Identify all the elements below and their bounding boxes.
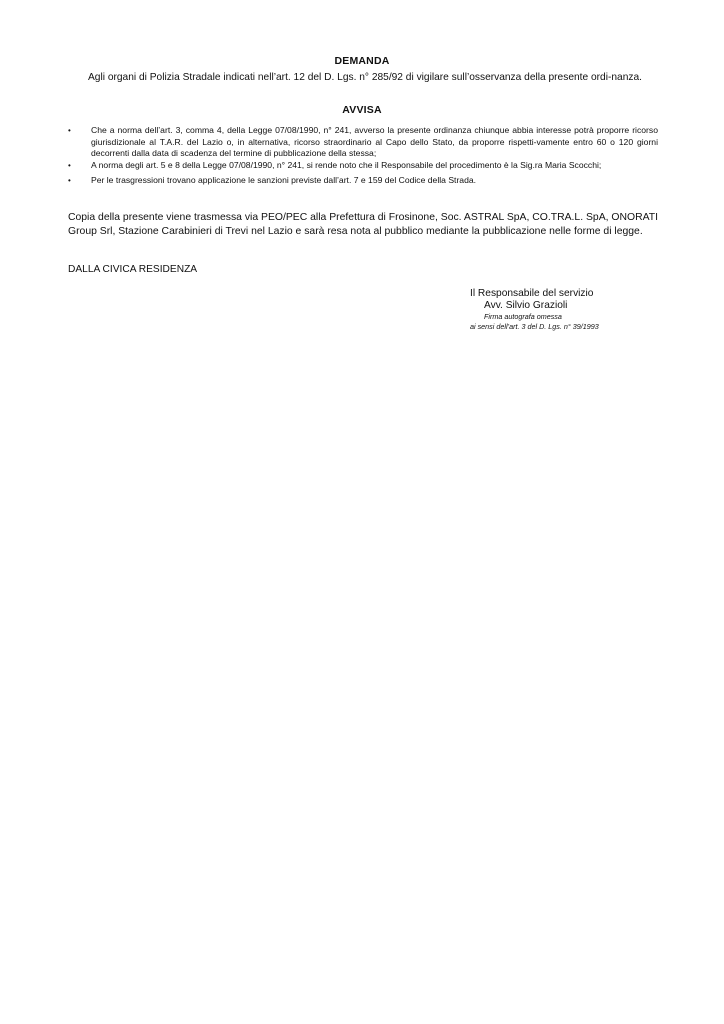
list-item	[68, 175, 658, 187]
bullet-icon: •	[68, 126, 71, 135]
signatory-role: Il Responsabile del servizio	[470, 288, 594, 299]
closing-line: DALLA CIVICA RESIDENZA	[68, 264, 198, 275]
avvisa-list	[68, 125, 658, 187]
bullet-icon: •	[68, 160, 71, 170]
signatory-name: Avv. Silvio Grazioli	[484, 300, 568, 311]
avvisa-item-text: Per le trasgressioni trovano applicazione le sanzioni previste dall’art. 7 e 159 del Codice della Strada.	[91, 175, 477, 186]
copia-paragraph: Copia della presente viene trasmessa via PEO/PEC alla Prefettura di Frosinone, Soc. ASTRAL SpA, CO.TRA.L. SpA, ONORATI Group Srl, Stazione Carabinieri di Trevi nel Lazio e sarà resa nota al pubblico mediante la pubblicazione nelle forme di legge.	[68, 212, 658, 237]
bullet-icon: •	[68, 176, 71, 186]
signature-block	[470, 288, 670, 331]
signature-omitted-note: Firma autografa omessa	[484, 312, 562, 321]
avvisa-heading: AVVISA	[342, 104, 382, 116]
list-item	[68, 125, 658, 160]
signature-law-reference: ai sensi dell’art. 3 del D. Lgs. n° 39/1993	[470, 321, 599, 331]
avvisa-item-text: A norma degli art. 5 e 8 della Legge 07/08/1990, n° 241, si rende noto che il Responsabile del procedimento è la Sig.ra Maria Scocchi;	[91, 159, 602, 170]
demanda-paragraph: Agli organi di Polizia Stradale indicati nell’art. 12 del D. Lgs. n° 285/92 di vigilare sull’osservanza della presente ordi-nanza.	[88, 72, 642, 83]
avvisa-item-text: Che a norma dell’art. 3, comma 4, della Legge 07/08/1990, n° 241, avverso la presente ordinanza chiunque abbia interesse potrà proporre ricorso giurisdizionale al T.A.R. del Lazio o, in alternativa, ricorso straordinario al Capo dello Stato, da proporre rispetti-vamente entro 60 o 120 giorni decorrenti dalla data di scadenza del termine di pubblicazione della stessa;	[91, 125, 658, 159]
list-item	[68, 160, 658, 172]
demanda-heading: DEMANDA	[334, 55, 390, 67]
